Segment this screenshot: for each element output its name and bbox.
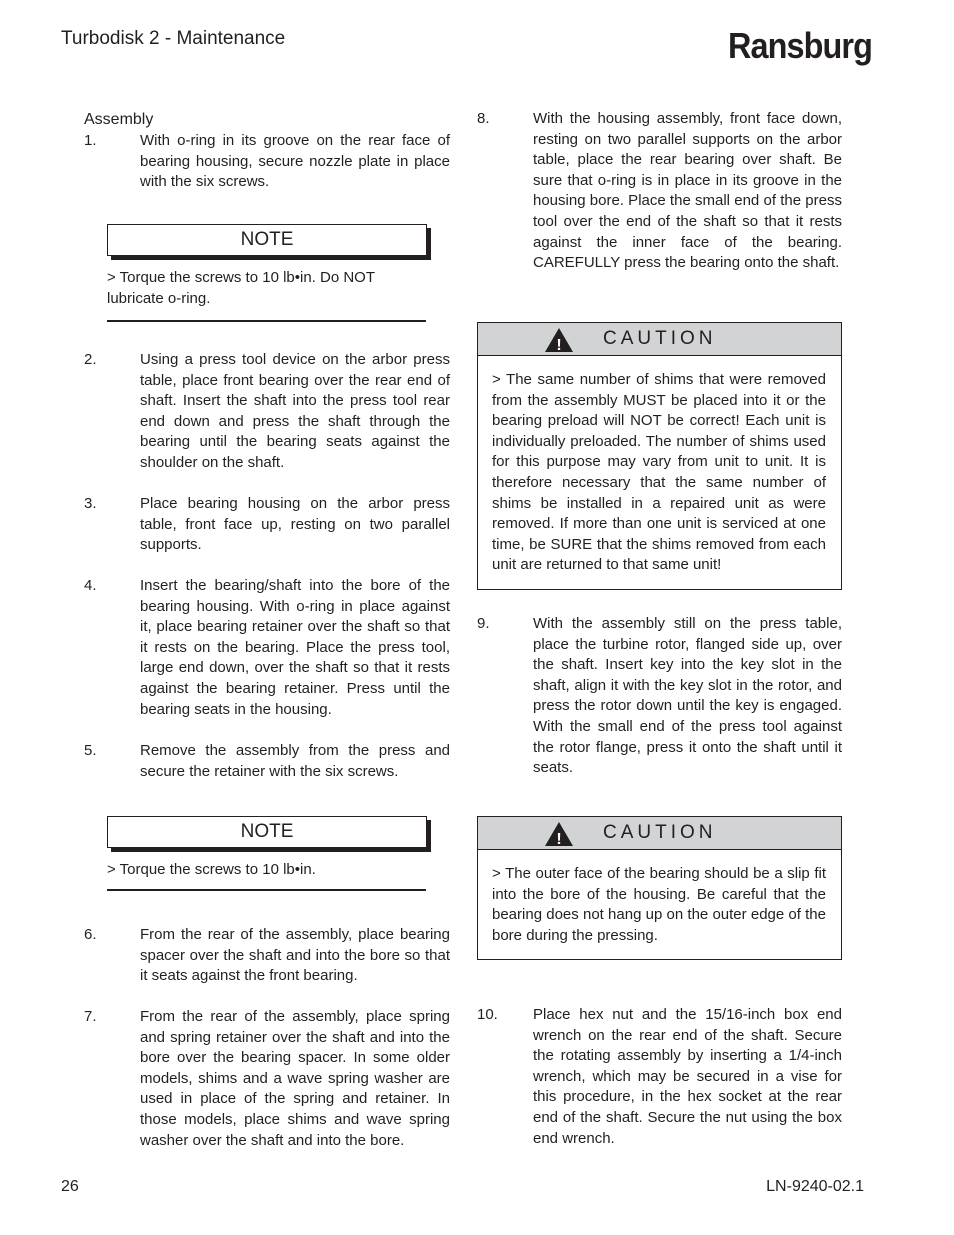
step-text: With the assembly still on the press table, place the turbine rotor, flanged side up, over the shaft. Insert key into the key slot in the shaft, align it with the key slot in the rotor, and press the rotor down until the key is engaged. With the small end of the press tool against the rotor flange, press it onto the shaft until it seats.	[533, 615, 842, 777]
note-header-1: NOTE	[107, 224, 427, 256]
ransburg-logo: Ransburg	[728, 25, 873, 66]
note-header-2: NOTE	[107, 816, 427, 848]
note-text-1: > Torque the screws to 10 lb•in. Do NOT lubricate o-ring.	[107, 269, 375, 307]
step-text: With o-ring in its groove on the rear face of bearing housing, secure nozzle plate in place with the six screws.	[140, 132, 450, 191]
step-9	[477, 614, 842, 780]
page-number: 26	[61, 1178, 79, 1195]
step-number: 6.	[84, 926, 97, 943]
document-number: LN-9240-02.1	[766, 1178, 864, 1195]
step-text: Remove the assembly from the press and secure the retainer with the six screws.	[140, 742, 450, 780]
step-8	[477, 109, 842, 295]
step-text: Insert the bearing/shaft into the bore of the bearing housing. With o-ring in place against it, place bearing retainer over the shaft so that it rests on the bearing. Place the press tool, large end down, over the shaft so that it rests against the bearing retainer. Press until the bearing seats in the housing.	[140, 577, 450, 718]
caution-header	[478, 323, 841, 356]
caution-box-1	[477, 322, 842, 590]
step-7	[84, 1007, 450, 1153]
step-text: From the rear of the assembly, place bearing spacer over the shaft and into the bore so that it seats against the front bearing.	[140, 926, 450, 985]
step-number: 4.	[84, 577, 97, 594]
svg-text:!: !	[556, 831, 562, 847]
step-text: From the rear of the assembly, place spring and spring retainer over the shaft and into the bore over the bearing spacer. In some older models, shims and a wave spring washer are used in place of the spring and retainer. In those models, place shims and wave spring washer over the shaft and into the bore.	[140, 1008, 450, 1149]
step-number: 10.	[477, 1006, 498, 1023]
step-number: 1.	[84, 132, 97, 149]
svg-text:!: !	[556, 337, 562, 353]
caution-header	[478, 817, 841, 850]
caution-text: > The same number of shims that were removed from the assembly MUST be placed into it or the bearing preload will NOT be correct! Each unit is individually preloaded. The number of shims used for this purpose may vary from unit to unit. It is therefore necessary that the same number of shims be installed in a repaired unit as were removed. If more than one unit is serviced at one time, be SURE that the shims removed from each unit are returned to that same unit!	[492, 371, 826, 574]
step-10	[477, 1005, 842, 1151]
step-number: 5.	[84, 742, 97, 759]
step-2	[84, 350, 450, 476]
page-header-title: Turbodisk 2 - Maintenance	[61, 28, 286, 49]
note-rule-2	[107, 889, 426, 891]
note-text-2: > Torque the screws to 10 lb•in.	[107, 861, 316, 878]
step-number: 8.	[477, 110, 490, 127]
step-5	[84, 741, 450, 785]
step-6	[84, 925, 450, 989]
step-4	[84, 576, 450, 722]
warning-triangle-icon	[544, 821, 574, 847]
step-3	[84, 494, 450, 558]
step-number: 7.	[84, 1008, 97, 1025]
caution-box-2	[477, 816, 842, 960]
warning-triangle-icon	[544, 327, 574, 353]
step-number: 3.	[84, 495, 97, 512]
step-text: Using a press tool device on the arbor press table, place front bearing over the rear end of shaft. Insert the shaft into the press tool rear end down and press the shaft through the bearing until the bearing seats against the shoulder on the shaft.	[140, 351, 450, 471]
section-title: Assembly	[84, 111, 154, 128]
caution-title: CAUTION	[603, 822, 717, 843]
step-text: Place hex nut and the 15/16-inch box end wrench on the rear end of the shaft. Secure the rotating assembly by inserting a 1/4-inch wrench, which may be secured in a vise for this procedure, in the hex socket at the rear end of the shaft. Secure the nut using the box end wrench.	[533, 1006, 842, 1147]
step-text: Place bearing housing on the arbor press table, front face up, resting on two parallel supports.	[140, 495, 450, 554]
note-rule-1	[107, 320, 426, 322]
step-number: 2.	[84, 351, 97, 368]
step-number: 9.	[477, 615, 490, 632]
caution-text: > The outer face of the bearing should be a slip fit into the bore of the housing. Be careful that the bearing does not hang up on the outer edge of the bore during the pressing.	[492, 865, 826, 944]
step-1	[84, 131, 450, 195]
caution-title: CAUTION	[603, 328, 717, 349]
step-text: With the housing assembly, front face down, resting on two parallel supports on the arbor table, place the rear bearing over shaft. Be sure that o-ring is in place in its groove in the housing bore. Place the small end of the press tool over the end of the shaft so that it rests against the inner face of the bearing. CAREFULLY press the bearing onto the shaft.	[533, 110, 842, 272]
